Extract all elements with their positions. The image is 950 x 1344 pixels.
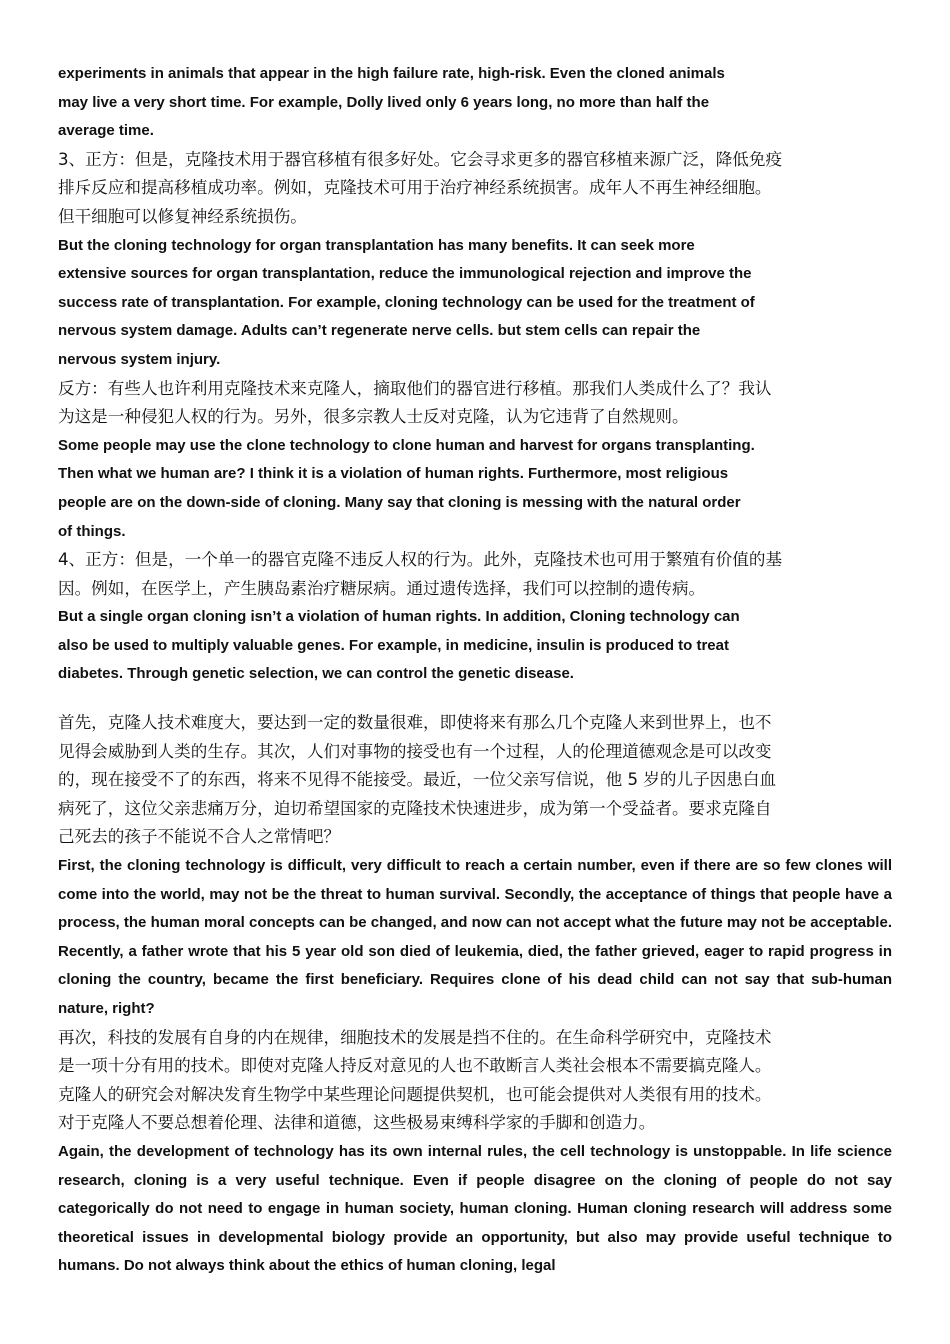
document-page bbox=[58, 60, 892, 1281]
text-line: also be used to multiply valuable genes. For example, in medicine, insulin is produced to treat bbox=[58, 636, 729, 654]
chinese-line: 反方：有些人也许利用克隆技术来克隆人，摘取他们的器官进行移植。那我们人类成什么了？我认 bbox=[58, 378, 772, 398]
text-line: nervous system injury. bbox=[58, 350, 221, 368]
chinese-line: 为这是一种侵犯人权的行为。另外，很多宗教人士反对克隆，认为它违背了自然规则。 bbox=[58, 407, 689, 427]
chinese-line: 克隆人的研究会对解决发育生物学中某些理论问题提供契机，也可能会提供对人类很有用的技术。 bbox=[58, 1084, 772, 1104]
chinese-line: 再次，科技的发展有自身的内在规律，细胞技术的发展是挡不住的。在生命科学研究中，克隆技术 bbox=[58, 1027, 772, 1047]
text-line: success rate of transplantation. For example, cloning technology can be used for the treatment of bbox=[58, 293, 755, 311]
chinese-line: 己死去的孩子不能说不合人之常情吧？ bbox=[58, 827, 341, 847]
chinese-line: 是一项十分有用的技术。即使对克隆人持反对意见的人也不敢断言人类社会根本不需要搞克隆人。 bbox=[58, 1056, 772, 1076]
english-paragraph: Again, the development of technology has its own internal rules, the cell technology is unstoppable. In life science research, cloning is a very useful technique. Even if people disagree on the cloning of people do not say categorically do not need to engage in human society, human cloning. Human cloning research will address some theoretical issues in developmental biology provide an opportunity, but also may provide useful technique to humans. Do not always think about the ethics of human cloning, legal bbox=[58, 1142, 892, 1275]
chinese-line: 因。例如，在医学上，产生胰岛素治疗糖尿病。通过遗传选择，我们可以控制的遗传病。 bbox=[58, 578, 706, 598]
text-line: extensive sources for organ transplantation, reduce the immunological rejection and improve the bbox=[58, 265, 752, 283]
text-line: of things. bbox=[58, 522, 126, 540]
chinese-line: 4、正方：但是，一个单一的器官克隆不违反人权的行为。此外，克隆技术也可用于繁殖有价值的基 bbox=[58, 550, 783, 570]
text-line: But a single organ cloning isn’t a violation of human rights. In addition, Cloning technology can bbox=[58, 608, 740, 626]
chinese-line: 对于克隆人不要总想着伦理、法律和道德，这些极易束缚科学家的手脚和创造力。 bbox=[58, 1113, 656, 1133]
text-line: diabetes. Through genetic selection, we can control the genetic disease. bbox=[58, 665, 574, 683]
english-paragraph: First, the cloning technology is difficult, very difficult to reach a certain number, even if there are so few clones will come into the world, may not be the threat to human survival. Secondly, the acceptance of things that people have a process, the human moral concepts can be changed, and now can not accept what the future may not be acceptable. Recently, a father wrote that his 5 year old son died of leukemia, died, the father grieved, eager to rapid progress in cloning the country, became the first beneficiary. Requires clone of his dead child can not say that sub-human nature, right? bbox=[58, 857, 892, 1017]
text-line: experiments in animals that appear in the high failure rate, high-risk. Even the cloned animals bbox=[58, 65, 725, 82]
chinese-line: 排斥反应和提高移植成功率。例如，克隆技术可用于治疗神经系统损害。成年人不再生神经细胞。 bbox=[58, 178, 772, 198]
text-line: people are on the down-side of cloning. Many say that cloning is messing with the natural order bbox=[58, 493, 741, 511]
paragraph-gap bbox=[58, 689, 892, 709]
text-line: nervous system damage. Adults can’t regenerate nerve cells. but stem cells can repair the bbox=[58, 322, 701, 340]
text-line: may live a very short time. For example, Dolly lived only 6 years long, no more than half the bbox=[58, 93, 710, 111]
chinese-line: 的，现在接受不了的东西，将来不见得不能接受。最近，一位父亲写信说，他 5 岁的儿子因患白血 bbox=[58, 770, 777, 790]
chinese-line: 见得会威胁到人类的生存。其次，人们对事物的接受也有一个过程，人的伦理道德观念是可以改变 bbox=[58, 741, 772, 761]
chinese-line: 3、正方：但是，克隆技术用于器官移植有很多好处。它会寻求更多的器官移植来源广泛，降低免疫 bbox=[58, 149, 783, 169]
chinese-line: 但干细胞可以修复神经系统损伤。 bbox=[58, 206, 307, 226]
chinese-line: 首先，克隆人技术难度大，要达到一定的数量很难，即使将来有那么几个克隆人来到世界上，也不 bbox=[58, 713, 772, 733]
text-line: Then what we human are? I think it is a violation of human rights. Furthermore, most religious bbox=[58, 465, 729, 483]
chinese-line: 病死了，这位父亲悲痛万分，迫切希望国家的克隆技术快速进步，成为第一个受益者。要求克隆自 bbox=[58, 798, 772, 818]
text-line: Some people may use the clone technology to clone human and harvest for organs transplanting. bbox=[58, 436, 755, 454]
text-line: average time. bbox=[58, 122, 154, 140]
text-line: But the cloning technology for organ transplantation has many benefits. It can seek more bbox=[58, 236, 695, 254]
